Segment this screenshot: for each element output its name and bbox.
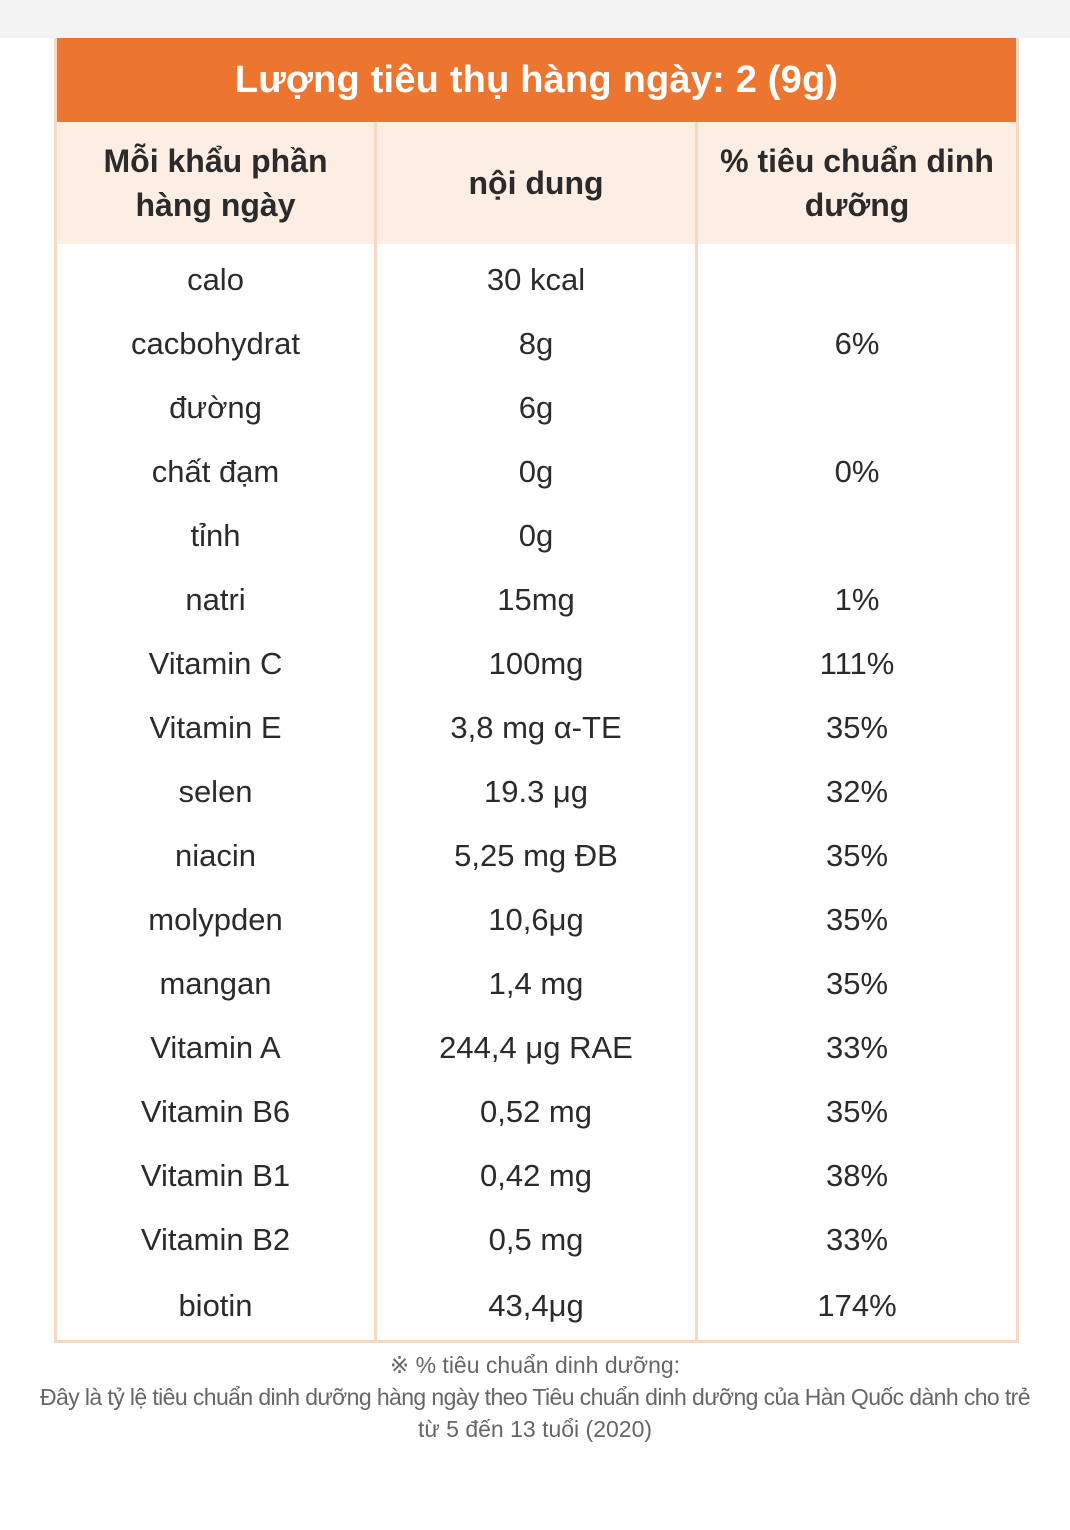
table-row <box>56 1080 1018 1144</box>
nutrient-name-cell: chất đạm <box>151 454 280 489</box>
nutrient-name-cell: Vitamin B6 <box>140 1094 291 1129</box>
nutrient-name-cell: Vitamin E <box>149 710 282 745</box>
daily-value-cell: 38% <box>697 1144 1018 1208</box>
table-row <box>56 952 1018 1016</box>
daily-value-cell: 33% <box>697 1016 1018 1080</box>
table-row <box>56 244 1018 312</box>
nutrient-amount-cell: 30 kcal <box>376 244 697 312</box>
table-row <box>56 1144 1018 1208</box>
nutrient-name-cell: selen <box>178 774 253 809</box>
table-row <box>56 632 1018 696</box>
nutrient-name-cell: biotin <box>178 1288 253 1323</box>
table-row <box>56 824 1018 888</box>
table-title: Lượng tiêu thụ hàng ngày: 2 (9g) <box>56 38 1018 122</box>
nutrient-name-cell: mangan <box>159 966 272 1001</box>
nutrient-amount-cell: 244,4 μg RAE <box>376 1016 697 1080</box>
table-row <box>56 568 1018 632</box>
nutrient-amount-cell: 0,5 mg <box>376 1208 697 1272</box>
nutrient-amount-cell: 0g <box>376 440 697 504</box>
nutrient-amount-cell: 0g <box>376 504 697 568</box>
nutrition-table <box>54 38 1019 1343</box>
nutrient-name-cell: đường <box>169 390 262 425</box>
nutrient-amount-cell: 19.3 μg <box>376 760 697 824</box>
nutrient-amount-cell: 0,42 mg <box>376 1144 697 1208</box>
footnote-title: ※ % tiêu chuẩn dinh dưỡng: <box>389 1352 681 1378</box>
table-row <box>56 312 1018 376</box>
table-body <box>56 244 1018 1342</box>
table-row <box>56 504 1018 568</box>
nutrient-amount-cell: 3,8 mg α-TE <box>376 696 697 760</box>
nutrient-name-cell: cacbohydrat <box>131 326 300 361</box>
title-row <box>56 38 1018 122</box>
nutrient-amount-cell: 1,4 mg <box>376 952 697 1016</box>
daily-value-cell: 35% <box>697 696 1018 760</box>
nutrient-name-cell: niacin <box>175 838 256 873</box>
daily-value-cell: 1% <box>697 568 1018 632</box>
nutrient-name-cell: molypden <box>148 902 283 937</box>
nutrient-amount-cell: 10,6μg <box>376 888 697 952</box>
footnote-description: Đây là tỷ lệ tiêu chuẩn dinh dưỡng hàng ngày theo Tiêu chuẩn dinh dưỡng của Hàn Quốc dành cho trẻ <box>40 1384 1030 1410</box>
nutrient-name-cell: calo <box>187 262 244 297</box>
nutrient-name-cell: Vitamin B2 <box>140 1222 291 1257</box>
table-row <box>56 696 1018 760</box>
table-row <box>56 1016 1018 1080</box>
daily-value-cell <box>697 244 1018 312</box>
column-header-content: nội dung <box>376 122 697 244</box>
column-header-daily-value: % tiêu chuẩn dinh dưỡng <box>697 122 1018 244</box>
header-row <box>56 122 1018 244</box>
table-row <box>56 376 1018 440</box>
daily-value-cell: 35% <box>697 888 1018 952</box>
table-row <box>56 440 1018 504</box>
daily-value-cell: 35% <box>697 1080 1018 1144</box>
table-row <box>56 1208 1018 1272</box>
daily-value-cell: 6% <box>697 312 1018 376</box>
daily-value-cell <box>697 504 1018 568</box>
top-strip <box>0 0 1070 38</box>
daily-value-cell: 35% <box>697 952 1018 1016</box>
daily-value-cell: 32% <box>697 760 1018 824</box>
nutrient-amount-cell: 15mg <box>376 568 697 632</box>
table-row <box>56 888 1018 952</box>
nutrient-name-cell: tỉnh <box>190 518 241 553</box>
nutrient-amount-cell: 6g <box>376 376 697 440</box>
nutrient-name-cell: Vitamin C <box>148 646 283 681</box>
nutrient-amount-cell: 8g <box>376 312 697 376</box>
nutrient-amount-cell: 43,4μg <box>376 1272 697 1342</box>
daily-value-cell: 111% <box>697 632 1018 696</box>
nutrient-name-cell: Vitamin A <box>150 1030 281 1065</box>
table-row <box>56 1272 1018 1342</box>
daily-value-cell: 0% <box>697 440 1018 504</box>
daily-value-cell <box>697 376 1018 440</box>
daily-value-cell: 33% <box>697 1208 1018 1272</box>
nutrient-name-cell: Vitamin B1 <box>140 1158 291 1193</box>
nutrient-name-cell: natri <box>185 582 246 617</box>
footnote-age-range: từ 5 đến 13 tuổi (2020) <box>417 1416 653 1442</box>
column-header-serving: Mỗi khẩu phần hàng ngày <box>56 122 376 244</box>
nutrient-amount-cell: 0,52 mg <box>376 1080 697 1144</box>
nutrient-amount-cell: 5,25 mg ĐB <box>376 824 697 888</box>
daily-value-cell: 35% <box>697 824 1018 888</box>
daily-value-cell: 174% <box>697 1272 1018 1342</box>
table-row <box>56 760 1018 824</box>
nutrient-amount-cell: 100mg <box>376 632 697 696</box>
